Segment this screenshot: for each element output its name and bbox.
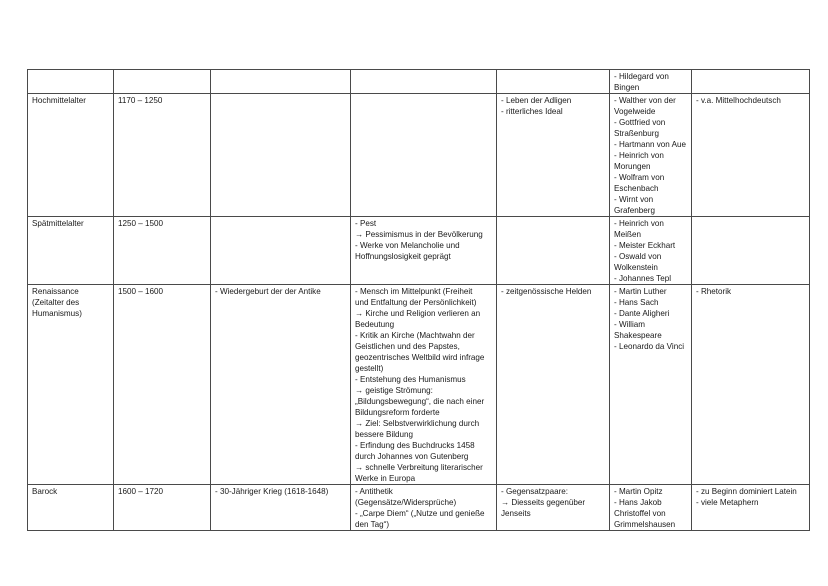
authors-text-line: - William — [614, 320, 646, 329]
language-text-line: - zu Beginn dominiert Latein — [696, 487, 797, 496]
characteristics-text-line: Bedeutung — [355, 320, 395, 329]
period-cell — [114, 94, 211, 217]
epoch-text-line: Barock — [32, 487, 58, 496]
authors-text-line: Bingen — [614, 83, 640, 92]
authors-cell — [610, 485, 692, 531]
authors-cell — [610, 217, 692, 285]
epoch-cell — [28, 217, 114, 285]
characteristics-text-line: - Mensch im Mittelpunkt (Freiheit — [355, 287, 473, 296]
period-text-line: 1170 – 1250 — [118, 96, 163, 105]
language-cell — [692, 70, 810, 94]
authors-text-line: - Dante Aligheri — [614, 309, 670, 318]
language-cell — [692, 285, 810, 485]
authors-text-line: Christoffel von — [614, 509, 666, 518]
themes-text-line: Jenseits — [501, 509, 531, 518]
language-cell — [692, 217, 810, 285]
authors-text-line: - Hans Jakob — [614, 498, 662, 507]
characteristics-text-line: durch Johannes von Gutenberg — [355, 452, 469, 461]
period-text-line: 1250 – 1500 — [118, 219, 164, 228]
characteristics-text-line: Geistlichen und des Papstes, — [355, 342, 460, 351]
authors-text-line: Shakespeare — [614, 331, 662, 340]
authors-text-line: - Heinrich von — [614, 151, 664, 160]
authors-text-line: - Martin Luther — [614, 287, 667, 296]
authors-text-line: Morungen — [614, 162, 651, 171]
language-text-line: - v.a. Mittelhochdeutsch — [696, 96, 781, 105]
period-text-line: 1600 – 1720 — [118, 487, 164, 496]
authors-text-line: - Gottfried von — [614, 118, 666, 127]
characteristics-text-line: - Antithetik — [355, 487, 393, 496]
language-cell — [692, 94, 810, 217]
events-cell — [211, 217, 351, 285]
authors-text-line: - Wirnt von — [614, 195, 654, 204]
authors-text-line: Meißen — [614, 230, 641, 239]
authors-text-line: - Hans Sach — [614, 298, 659, 307]
characteristics-text-line: gestellt) — [355, 364, 384, 373]
authors-cell — [610, 285, 692, 485]
epoch-text-line: Hochmittelalter — [32, 96, 86, 105]
authors-text-line: - Oswald von — [614, 252, 662, 261]
period-cell — [114, 285, 211, 485]
authors-text-line: - Meister Eckhart — [614, 241, 676, 250]
table-body — [28, 70, 810, 531]
characteristics-cell — [351, 70, 497, 94]
language-text-line: - viele Metaphern — [696, 498, 759, 507]
events-cell — [211, 94, 351, 217]
themes-text-line: - Leben der Adligen — [501, 96, 572, 105]
events-text-line: - Wiedergeburt der der Antike — [215, 287, 321, 296]
themes-text-line: → Diesseits gegenüber — [501, 498, 586, 507]
epoch-text-line: Humanismus) — [32, 309, 82, 318]
authors-text-line: Grafenberg — [614, 206, 655, 215]
authors-text-line: - Johannes Tepl — [614, 274, 671, 283]
characteristics-text-line: bessere Bildung — [355, 430, 414, 439]
characteristics-text-line: - Entstehung des Humanismus — [355, 375, 466, 384]
characteristics-cell — [351, 285, 497, 485]
characteristics-text-line: Hoffnungslosigkeit geprägt — [355, 252, 451, 261]
characteristics-text-line: - Erfindung des Buchdrucks 1458 — [355, 441, 475, 450]
events-cell — [211, 285, 351, 485]
characteristics-text-line: → schnelle Verbreitung literarischer — [355, 463, 483, 472]
authors-text-line: - Walther von der — [614, 96, 676, 105]
language-text-line: - Rhetorik — [696, 287, 732, 296]
characteristics-text-line: (Gegensätze/Widersprüche) — [355, 498, 457, 507]
authors-text-line: Straßenburg — [614, 129, 659, 138]
authors-text-line: - Hildegard von — [614, 72, 669, 81]
authors-text-line: Wolkenstein — [614, 263, 658, 272]
characteristics-text-line: Werke in Europa — [355, 474, 416, 483]
characteristics-text-line: und Entfaltung der Persönlichkeit) — [355, 298, 477, 307]
characteristics-text-line: geozentrisches Weltbild wird infrage — [355, 353, 485, 362]
characteristics-text-line: → Pessimismus in der Bevölkerung — [355, 230, 483, 239]
events-text-line: - 30-Jähriger Krieg (1618-1648) — [215, 487, 329, 496]
table-row — [28, 70, 810, 94]
characteristics-text-line: - Werke von Melancholie und — [355, 241, 460, 250]
authors-cell — [610, 94, 692, 217]
themes-cell — [497, 217, 610, 285]
events-cell — [211, 485, 351, 531]
themes-text-line: - ritterliches Ideal — [501, 107, 563, 116]
epoch-cell — [28, 485, 114, 531]
authors-text-line: Grimmelshausen — [614, 520, 676, 529]
period-text-line: 1500 – 1600 — [118, 287, 164, 296]
authors-text-line: - Martin Opitz — [614, 487, 663, 496]
literary-epochs-table — [27, 69, 810, 531]
characteristics-text-line: - „Carpe Diem“ („Nutze und genieße — [355, 509, 485, 518]
authors-text-line: Eschenbach — [614, 184, 659, 193]
epoch-cell — [28, 94, 114, 217]
epoch-text-line: (Zeitalter des — [32, 298, 80, 307]
themes-cell — [497, 70, 610, 94]
table-row — [28, 285, 810, 485]
authors-cell — [610, 70, 692, 94]
themes-text-line: - zeitgenössische Helden — [501, 287, 592, 296]
authors-text-line: - Wolfram von — [614, 173, 665, 182]
table-row — [28, 94, 810, 217]
characteristics-text-line: → geistige Strömung: — [355, 386, 433, 395]
themes-cell — [497, 285, 610, 485]
themes-cell — [497, 94, 610, 217]
epoch-cell — [28, 70, 114, 94]
period-cell — [114, 485, 211, 531]
characteristics-text-line: → Ziel: Selbstverwirklichung durch — [355, 419, 480, 428]
characteristics-text-line: → Kirche und Religion verlieren an — [355, 309, 481, 318]
characteristics-text-line: „Bildungsbewegung“, die nach einer — [355, 397, 485, 406]
themes-text-line: - Gegensatzpaare: — [501, 487, 569, 496]
characteristics-text-line: den Tag“) — [355, 520, 390, 529]
table-row — [28, 217, 810, 285]
authors-text-line: Vogelweide — [614, 107, 656, 116]
epoch-text-line: Spätmittelalter — [32, 219, 84, 228]
authors-text-line: - Hartmann von Aue — [614, 140, 686, 149]
events-cell — [211, 70, 351, 94]
epoch-text-line: Renaissance — [32, 287, 79, 296]
themes-cell — [497, 485, 610, 531]
epoch-cell — [28, 285, 114, 485]
characteristics-cell — [351, 94, 497, 217]
characteristics-cell — [351, 217, 497, 285]
table-row — [28, 485, 810, 531]
authors-text-line: - Heinrich von — [614, 219, 664, 228]
authors-text-line: - Leonardo da Vinci — [614, 342, 685, 351]
period-cell — [114, 70, 211, 94]
characteristics-text-line: - Pest — [355, 219, 377, 228]
characteristics-text-line: Bildungsreform forderte — [355, 408, 440, 417]
language-cell — [692, 485, 810, 531]
characteristics-text-line: - Kritik an Kirche (Machtwahn der — [355, 331, 475, 340]
period-cell — [114, 217, 211, 285]
characteristics-cell — [351, 485, 497, 531]
